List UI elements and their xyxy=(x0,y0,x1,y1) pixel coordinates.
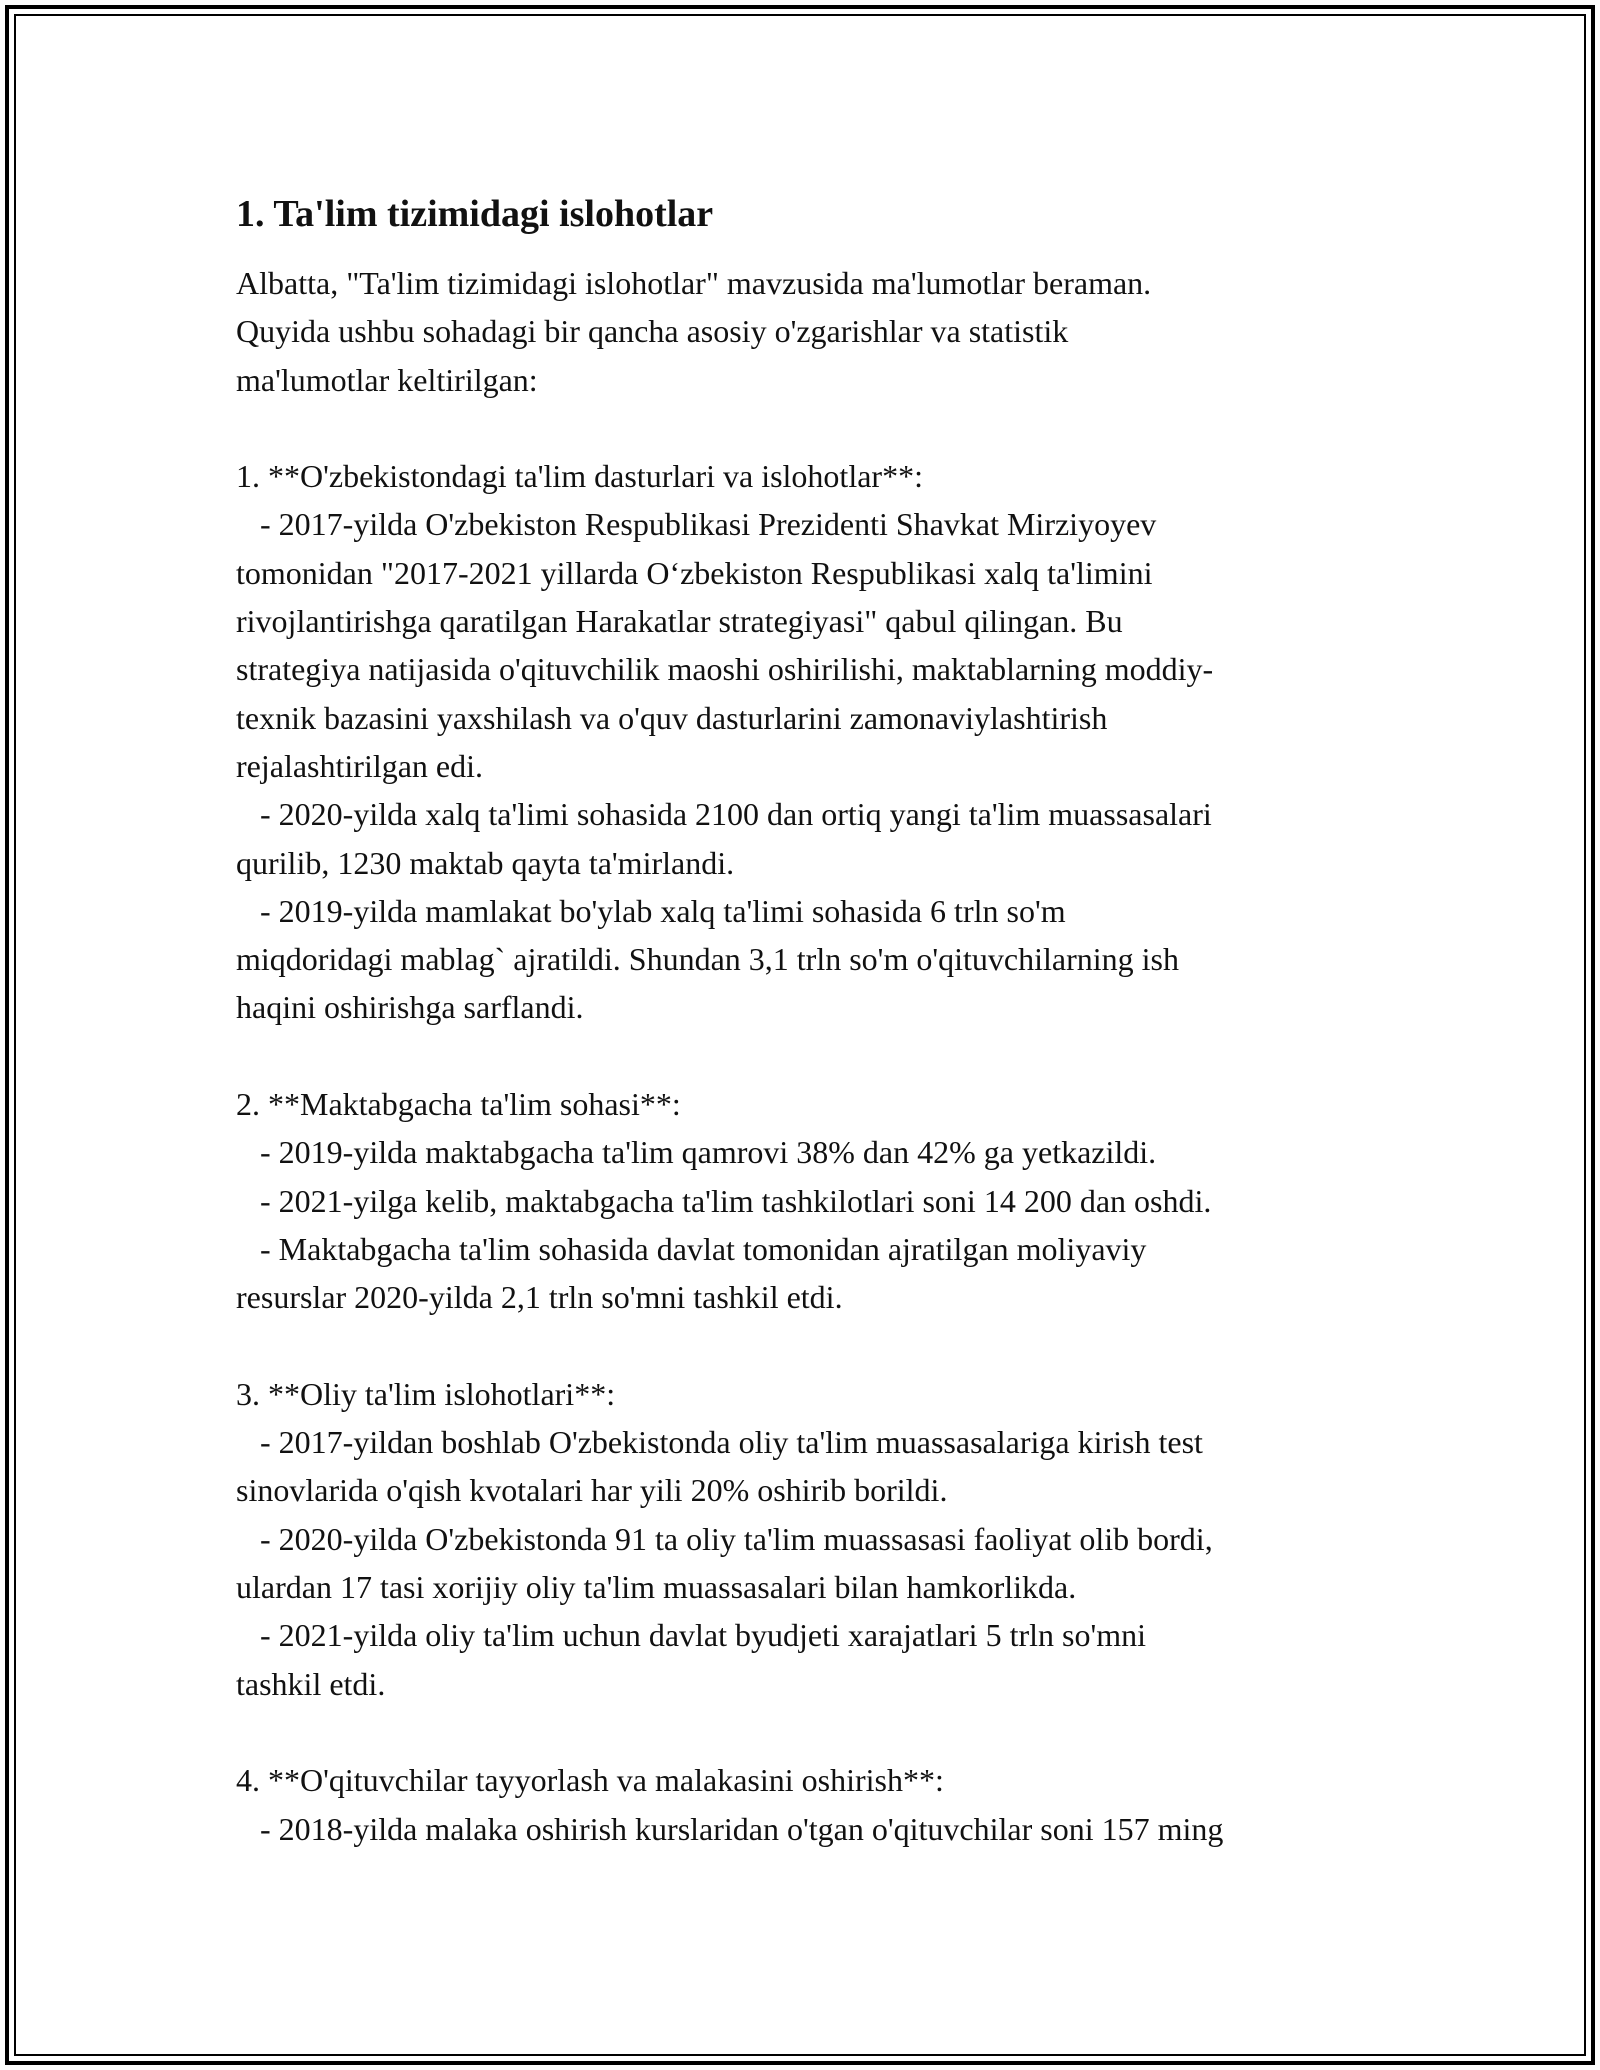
text-line: qurilib, 1230 maktab qayta ta'mirlandi. xyxy=(236,844,735,881)
text-line: 3. **Oliy ta'lim islohotlari**: xyxy=(236,1375,616,1412)
text-line: sinovlarida o'qish kvotalari har yili 20% oshirib borildi. xyxy=(236,1472,948,1509)
text-line: strategiya natijasida o'qituvchilik maoshi oshirilishi, maktablarning moddiy- xyxy=(236,651,1214,688)
text-line: rivojlantirishga qaratilgan Harakatlar strategiyasi" qabul qilingan. Bu xyxy=(236,603,1123,640)
text-line: - 2019-yilda mamlakat bo'ylab xalq ta'limi sohasida 6 trln so'm xyxy=(236,892,1066,929)
text-line: rejalashtirilgan edi. xyxy=(236,747,484,784)
text-line: - 2020-yilda O'zbekistonda 91 ta oliy ta'lim muassasasi faoliyat olib bordi, xyxy=(236,1520,1213,1557)
text-line: ma'lumotlar keltirilgan: xyxy=(236,361,538,398)
text-line: resurslar 2020-yilda 2,1 trln so'mni tashkil etdi. xyxy=(236,1279,843,1316)
text-line: Albatta, "Ta'lim tizimidagi islohotlar" mavzusida ma'lumotlar beraman. xyxy=(236,265,1152,301)
text-line: - 2018-yilda malaka oshirish kurslaridan o'tgan o'qituvchilar soni 157 ming xyxy=(236,1810,1224,1847)
text-line: 4. **O'qituvchilar tayyorlash va malakasini oshirish**: xyxy=(236,1762,944,1799)
text-line: - 2021-yilda oliy ta'lim uchun davlat byudjeti xarajatlari 5 trln so'mni xyxy=(236,1617,1146,1654)
text-line xyxy=(236,1708,1396,1756)
text-line: - 2021-yilga kelib, maktabgacha ta'lim tashkilotlari soni 14 200 dan oshdi. xyxy=(236,1182,1212,1219)
text-line: haqini oshirishga sarflandi. xyxy=(236,989,584,1026)
text-line: - 2017-yilda O'zbekiston Respublikasi Prezidenti Shavkat Mirziyoyev xyxy=(236,506,1157,543)
text-line: tashkil etdi. xyxy=(236,1665,386,1702)
text-line: miqdoridagi mablag` ajratildi. Shundan 3,1 trln so'm o'qituvchilarning ish xyxy=(236,941,1179,978)
text-line: - 2020-yilda xalq ta'limi sohasida 2100 dan ortiq yangi ta'lim muassasalari xyxy=(236,796,1212,833)
section-heading: 1. Ta'lim tizimidagi islohotlar xyxy=(236,193,714,235)
text-line: - Maktabgacha ta'lim sohasida davlat tomonidan ajratilgan moliyaviy xyxy=(236,1230,1147,1267)
document-body xyxy=(236,259,1396,1853)
text-line xyxy=(236,1322,1396,1370)
text-line: Quyida ushbu sohadagi bir qancha asosiy o'zgarishlar va statistik xyxy=(236,313,1069,350)
text-line: - 2017-yildan boshlab O'zbekistonda oliy ta'lim muassasalariga kirish test xyxy=(236,1424,1203,1461)
text-line: 1. **O'zbekistondagi ta'lim dasturlari va islohotlar**: xyxy=(236,458,923,495)
text-line xyxy=(236,1032,1396,1080)
text-line: - 2019-yilda maktabgacha ta'lim qamrovi 38% dan 42% ga yetkazildi. xyxy=(236,1134,1157,1171)
document-content xyxy=(236,190,1396,1853)
text-line: 2. **Maktabgacha ta'lim sohasi**: xyxy=(236,1086,681,1123)
text-line: ulardan 17 tasi xorijiy oliy ta'lim muassasalari bilan hamkorlikda. xyxy=(236,1569,1077,1606)
text-line: tomonidan "2017-2021 yillarda O‘zbekiston Respublikasi xalq ta'limini xyxy=(236,554,1153,591)
text-line: texnik bazasini yaxshilash va o'quv dasturlarini zamonaviylashtirish xyxy=(236,699,1108,736)
text-line xyxy=(236,404,1396,452)
